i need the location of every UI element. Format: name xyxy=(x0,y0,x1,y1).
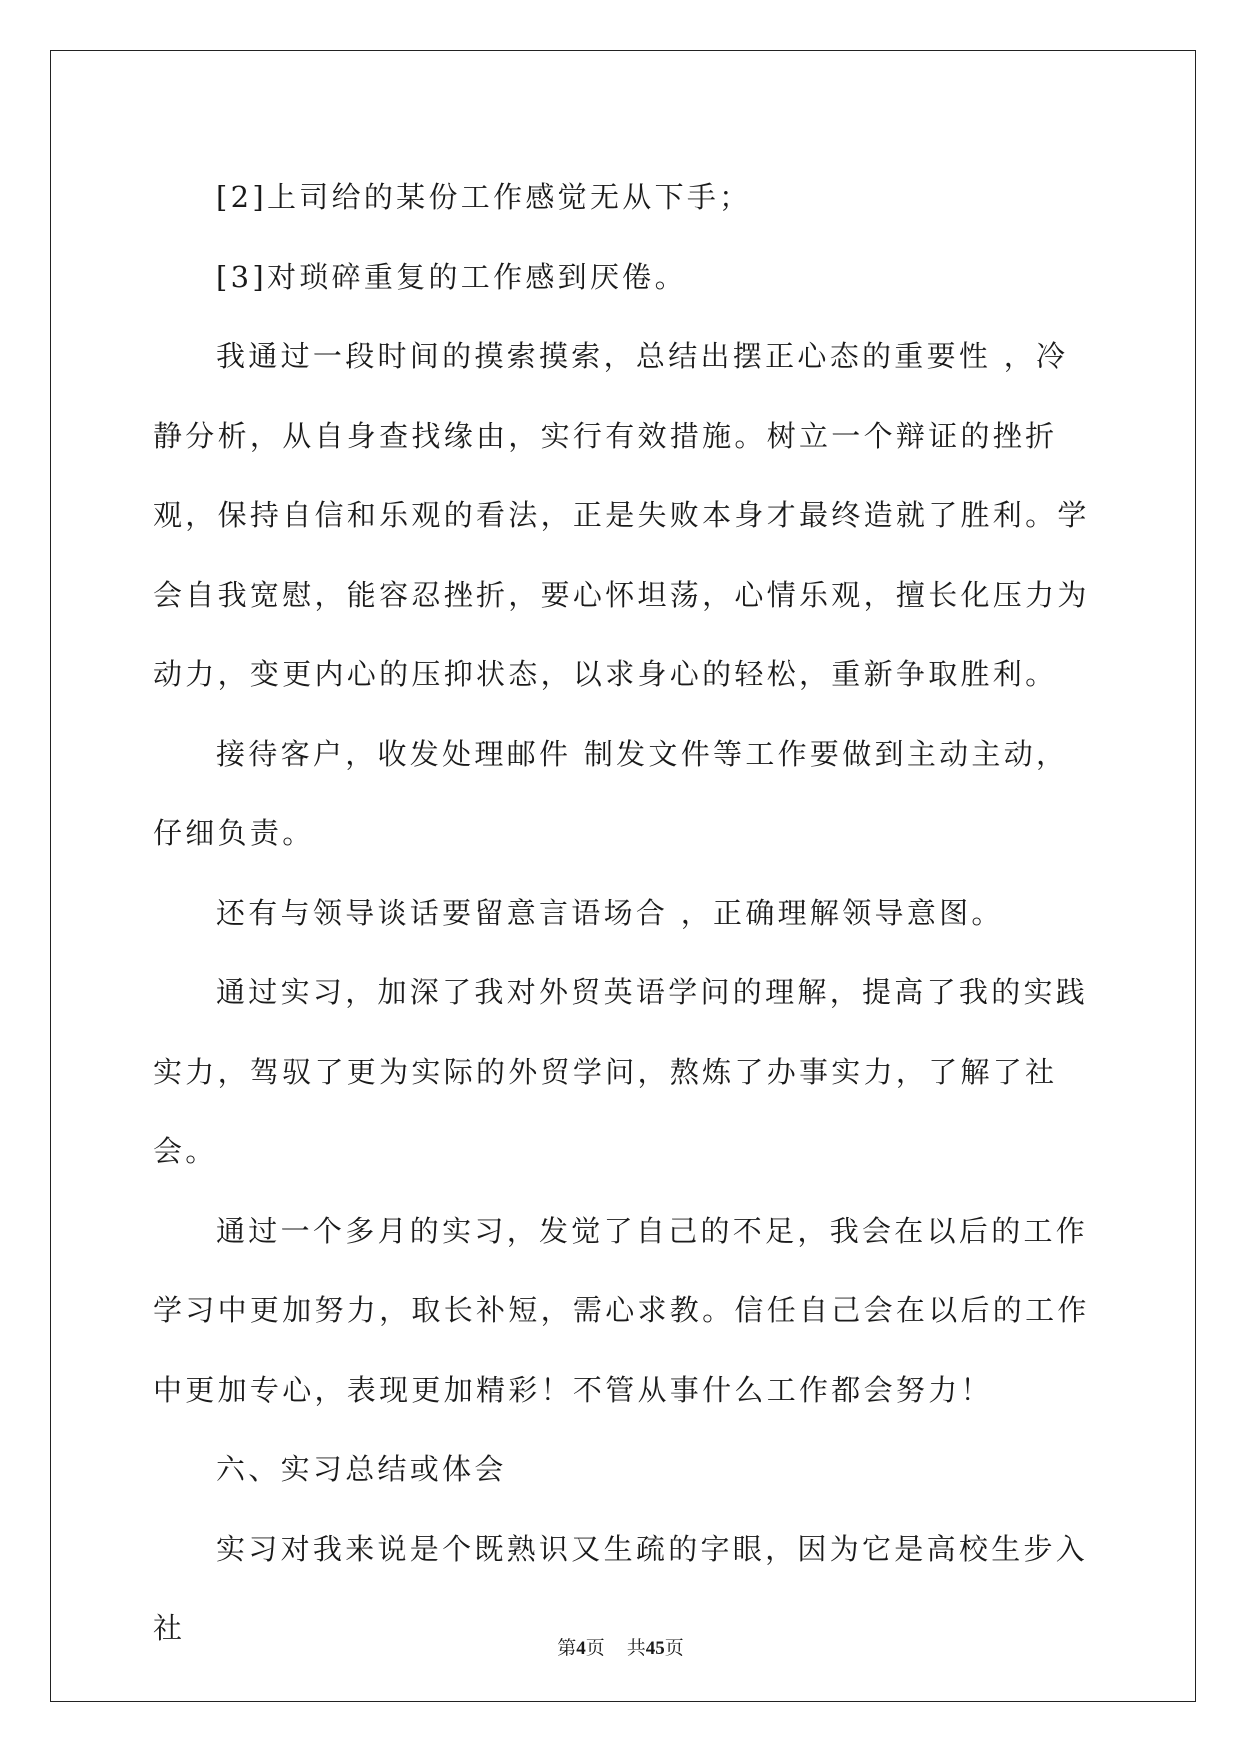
total-suffix: 页 xyxy=(664,1637,684,1659)
paragraph: 接待客户，收发处理邮件 制发文件等工作要做到主动主动，仔细负责。 xyxy=(153,736,1069,850)
paragraph: 还有与领导谈话要留意言语场合 ，正确理解领导意图。 xyxy=(216,895,1004,930)
total-pages: 45 xyxy=(645,1638,665,1659)
document-body xyxy=(153,158,1095,1669)
page-prefix: 第 xyxy=(557,1637,577,1659)
page-suffix: 页 xyxy=(585,1637,605,1659)
paragraph: 我通过一段时间的摸索摸索，总结出摆正心态的重要性 ，冷静分析，从自身查找缘由，实行有效措施。树立一个辩证的挫折观，保持自信和乐观的看法，正是失败本身才最终造就了胜利。学会自我宽慰，能容忍挫折，要心怀坦荡，心情乐观，擅长化压力为动力，变更内心的压抑状态，以求身心的轻松，重新争取胜利。 xyxy=(153,339,1090,691)
section-heading: 六、实习总结或体会 xyxy=(216,1452,507,1486)
paragraph: [3]对琐碎重复的工作感到厌倦。 xyxy=(216,259,687,294)
page-number: 4 xyxy=(576,1638,586,1659)
paragraph: 通过实习，加深了我对外贸英语学问的理解，提高了我的实践实力，驾驭了更为实际的外贸学问，熬炼了办事实力，了解了社会。 xyxy=(153,975,1089,1168)
total-prefix: 共 xyxy=(626,1637,646,1659)
page-footer xyxy=(0,1633,1241,1660)
paragraph: 实习对我来说是个既熟识又生疏的字眼，因为它是高校生步入社 xyxy=(153,1531,1089,1645)
paragraph: [2]上司给的某份工作感觉无从下手； xyxy=(216,180,752,214)
paragraph: 通过一个多月的实习，发觉了自己的不足，我会在以后的工作学习中更加努力，取长补短，需心求教。信任自己会在以后的工作中更加专心，表现更加精彩！不管从事什么工作都会努力！ xyxy=(153,1213,1090,1407)
